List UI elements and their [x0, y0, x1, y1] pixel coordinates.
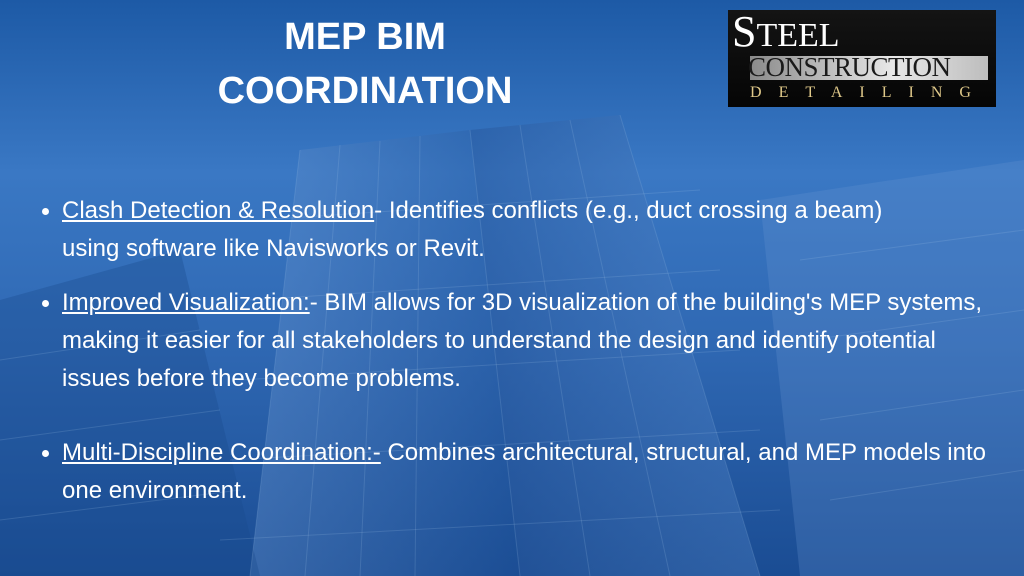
bullet-term: Multi-Discipline Coordination:-: [62, 439, 381, 466]
bullet-list: [40, 192, 1010, 510]
bullet-visualization: [40, 284, 1010, 398]
title-line-2: COORDINATION: [217, 70, 513, 112]
bullet-text: Combines architectural, structural, and MEP models into one environment.: [62, 439, 986, 504]
bullet-text: - BIM allows for 3D visualization of the building's MEP systems, making it easier for all stakeholders to understand the design and identify potential issues before they become problems.: [62, 289, 983, 392]
slide-title: [150, 10, 580, 118]
bullet-text: - Identifies conflicts (e.g., duct crossing a beam) using software like Navisworks or Revit.: [62, 197, 883, 262]
bullet-term: Clash Detection & Resolution: [62, 197, 375, 224]
logo-line-2: CONSTRUCTION: [748, 52, 951, 82]
company-logo: [728, 10, 996, 107]
logo-line-1: STEEL: [732, 10, 840, 56]
bullet-term: Improved Visualization:: [62, 289, 310, 316]
title-line-1: MEP BIM: [284, 16, 446, 58]
bullet-clash-detection: [40, 192, 1010, 268]
logo-line-3: DETAILING: [750, 84, 988, 101]
bullet-coordination: [40, 434, 1010, 510]
